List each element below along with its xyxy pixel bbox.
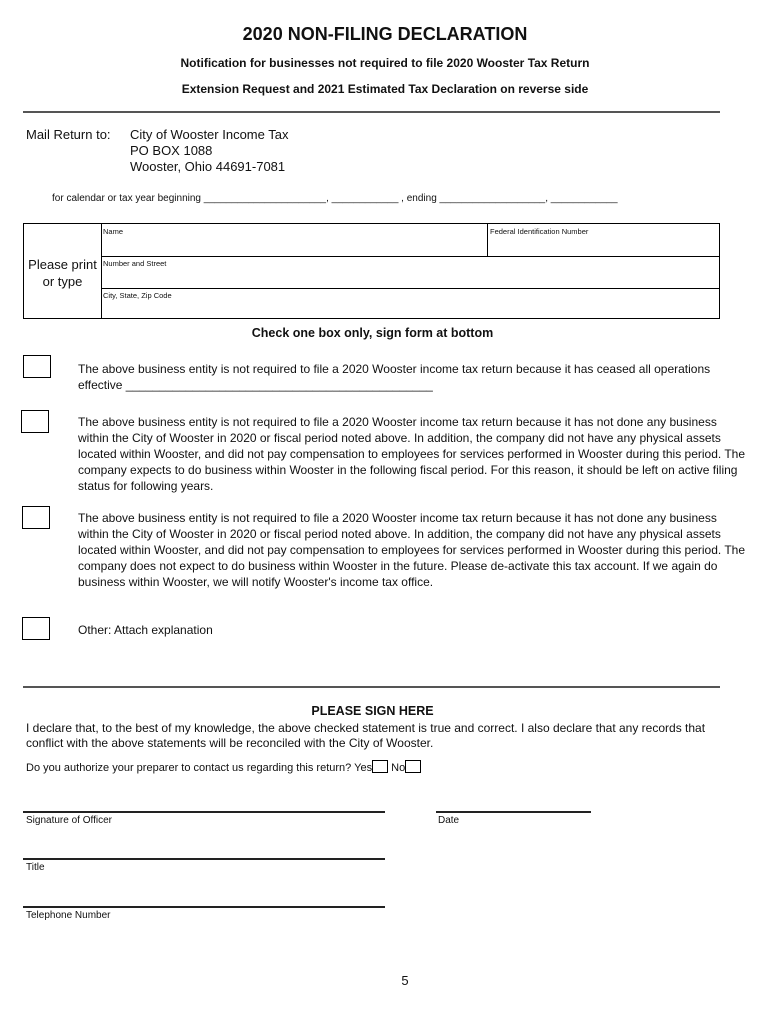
authorize-yes-checkbox[interactable] [372, 760, 388, 773]
form-title: 2020 NON-FILING DECLARATION [242, 24, 528, 44]
mail-return-label: Mail Return to: [26, 127, 111, 142]
declaration-statement: I declare that, to the best of my knowledge, the above checked statement is true and correct. I also declare that any records that conflict with the above statements will be reconciled with the City of Wooster. [26, 721, 706, 750]
mail-address-line1: City of Wooster Income Tax [130, 127, 289, 142]
date-label: Date [438, 815, 460, 826]
option-no-business-active-text: The above business entity is not required to file a 2020 Wooster income tax return because it has not done any business within the City of Wooster in 2020 or fiscal period noted above. In addition, the company did not have any physical assets located within Wooster, and did not pay compensation to employees for services performed in Wooster during this period. The company expects to do business within Wooster in the following fiscal period. For this reason, it should be left on active filing status for following years. [78, 415, 746, 493]
city-state-zip-field-label: City, State, Zip Code [103, 291, 172, 300]
option-ceased-operations-text: The above business entity is not required to file a 2020 Wooster income tax return because it has ceased all operations effective ______________________________________________ [78, 361, 746, 393]
effective-date-field[interactable]: effective ______________________________________________ [78, 378, 433, 392]
taxpayer-info-box [23, 223, 720, 319]
no-business-deactivate-checkbox[interactable] [22, 506, 50, 529]
form-subtitle-extension: Extension Request and 2021 Estimated Tax Declaration on reverse side [181, 82, 589, 96]
option-other-text: Other: Attach explanation [78, 623, 213, 637]
form-subtitle-notification: Notification for businesses not required to file 2020 Wooster Tax Return [180, 56, 590, 70]
city-state-zip-field[interactable] [103, 291, 715, 317]
please-print-label: Please print or type [28, 257, 97, 289]
please-sign-heading: PLEASE SIGN HERE [311, 704, 434, 718]
authorize-preparer-question: Do you authorize your preparer to contact us regarding this return? [26, 762, 352, 774]
fein-field[interactable] [490, 227, 715, 255]
sign-section-divider [23, 686, 720, 688]
authorize-no-checkbox[interactable] [405, 760, 421, 773]
page-number: 5 [401, 973, 409, 988]
street-field[interactable] [103, 259, 715, 287]
mail-address [130, 127, 288, 175]
header-divider [23, 111, 720, 113]
check-one-box-heading: Check one box only, sign form at bottom [251, 326, 494, 340]
ceased-operations-checkbox[interactable] [23, 355, 51, 378]
signature-line[interactable] [23, 811, 385, 813]
tax-year-period-field[interactable]: for calendar or tax year beginning ______________________, ____________ , ending ___________________, ____________ [52, 193, 618, 204]
telephone-line[interactable] [23, 906, 385, 908]
title-label: Title [26, 862, 45, 873]
name-field[interactable] [103, 227, 483, 255]
signature-of-officer-label: Signature of Officer [26, 815, 112, 826]
date-line[interactable] [436, 811, 591, 813]
telephone-number-label: Telephone Number [26, 910, 111, 921]
title-line[interactable] [23, 858, 385, 860]
mail-address-line3: Wooster, Ohio 44691-7081 [130, 159, 286, 174]
authorize-yes-label: Yes [354, 762, 373, 774]
street-field-label: Number and Street [103, 259, 167, 268]
authorize-preparer-row [26, 760, 421, 774]
fein-field-label: Federal Identification Number [490, 227, 589, 236]
name-field-label: Name [103, 227, 124, 236]
mail-address-line2: PO BOX 1088 [130, 143, 213, 158]
no-business-active-checkbox[interactable] [21, 410, 49, 433]
authorize-no-label: No [391, 762, 406, 774]
option-no-business-deactivate-text: The above business entity is not required to file a 2020 Wooster income tax return because it has not done any business within the City of Wooster in 2020 or fiscal period noted above. In addition, the company did not have any physical assets located within Wooster, and did not pay compensation to employees for services performed in Wooster during this period. The company does not expect to do business within Wooster in the future. Please de-activate this tax account. If we again do business within Wooster, we will notify Wooster's income tax office. [78, 511, 746, 589]
other-checkbox[interactable] [22, 617, 50, 640]
